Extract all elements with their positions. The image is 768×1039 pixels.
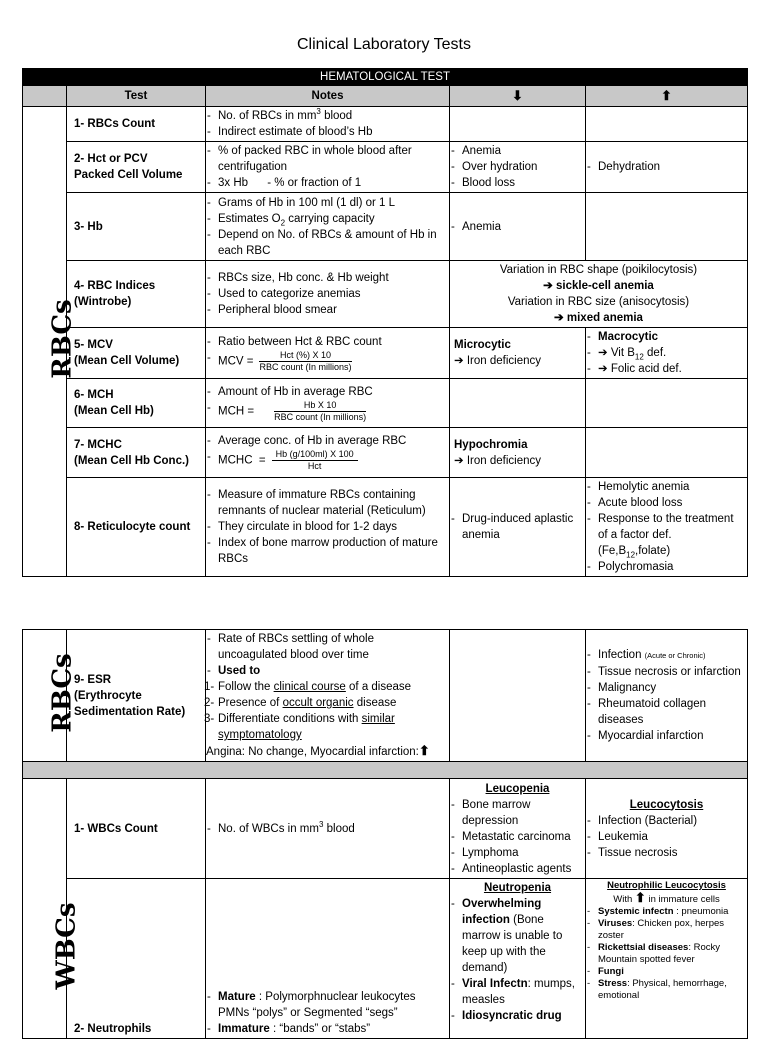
decrease-cell: - Anemia bbox=[450, 193, 586, 261]
increase-cell bbox=[586, 428, 748, 478]
table-row bbox=[23, 428, 748, 478]
banner-title: HEMATOLOGICAL TEST bbox=[23, 69, 748, 86]
table-row bbox=[23, 107, 748, 142]
test-name: 1- RBCs Count bbox=[67, 107, 206, 142]
decrease-cell: Leucopenia - Bone marrow depression - Metastatic carcinoma - Lymphoma - Antineoplastic agents bbox=[450, 779, 586, 879]
increase-cell bbox=[586, 107, 748, 142]
notes-cell: - Amount of Hb in average RBC - MCH = $\frac{\text{Hb X 10}}{\text{RBC count (In millions)}}$ bbox=[206, 379, 450, 428]
test-name: 8- Reticulocyte count bbox=[67, 478, 206, 577]
notes-cell: - % of packed RBC in whole blood after centrifugation - 3x Hb - % or fraction of 1 bbox=[206, 142, 450, 193]
increase-cell: Neutrophilic Leucocytosis With ⬆ in immature cells - Systemic infectn : pneumonia - Viruses: Chicken pox, herpes zoster - Rickettsial diseases: Rocky Mountain spotted fever - Fungi - Stress: Physical, hemorrhage, emotional bbox=[586, 879, 748, 1039]
decrease-cell bbox=[450, 107, 586, 142]
notes-cell: - Average conc. of Hb in average RBC - MCHC = $\frac{Hb (g/100ml) X 100}{\text{Hct}}$ bbox=[206, 428, 450, 478]
table-row bbox=[23, 630, 748, 762]
decrease-cell: Hypochromia ➔ Iron deficiency bbox=[450, 428, 586, 478]
table-row bbox=[23, 478, 748, 577]
table-banner bbox=[23, 69, 748, 86]
increase-cell: - Dehydration bbox=[586, 142, 748, 193]
test-name: 2- Hct or PCV Packed Cell Volume bbox=[67, 142, 206, 193]
table-header bbox=[23, 86, 748, 107]
notes-cell: - No. of WBCs in $mm^3$ blood bbox=[206, 779, 450, 879]
increase-cell: - Hemolytic anemia - Acute blood loss - Response to the treatment of a factor def. $(Fe,B_{12},folate)$ - Polychromasia bbox=[586, 478, 748, 577]
notes-cell: - Ratio between Hct & RBC count - MCV = $\frac{\text{Hct (\%) X 10}}{\text{RBC count (In millions)}}$ bbox=[206, 328, 450, 379]
increase-cell: Leucocytosis - Infection (Bacterial) - Leukemia - Tissue necrosis bbox=[586, 779, 748, 879]
decrease-cell bbox=[450, 379, 586, 428]
notes-cell: - Rate of RBCs settling of whole uncoagulated blood over time - Used to 1- Follow the clinical course of a disease 2- Presence of occult organic disease 3- Differentiate conditions with similar symptomatology Angina: No change, Myocardial infarction:⬆ bbox=[206, 630, 450, 762]
test-name: 5- MCV (Mean Cell Volume) bbox=[67, 328, 206, 379]
table-row bbox=[23, 879, 748, 1039]
test-name: 4- RBC Indices (Wintrobe) bbox=[67, 261, 206, 328]
increase-cell: - Macrocytic - ➔ Vit $B_{12}$ def. - ➔ Folic acid def. bbox=[586, 328, 748, 379]
header-test: Test bbox=[67, 86, 206, 107]
up-arrow-icon: ⬆ bbox=[418, 743, 430, 758]
hematology-table-continued bbox=[22, 629, 748, 1039]
table-row bbox=[23, 328, 748, 379]
mchc-formula: $\frac{Hb (g/100ml) X 100}{\text{Hct}}$ bbox=[272, 449, 358, 472]
decrease-cell: - Drug-induced aplastic anemia bbox=[450, 478, 586, 577]
test-name: 2- Neutrophils bbox=[67, 879, 206, 1039]
header-up-arrow-icon: ⬆ bbox=[586, 86, 748, 107]
header-blank bbox=[23, 86, 67, 107]
increase-cell bbox=[586, 379, 748, 428]
test-name: 9- ESR (Erythrocyte Sedimentation Rate) bbox=[67, 630, 206, 762]
page-title: Clinical Laboratory Tests bbox=[296, 36, 471, 53]
mch-formula: $\frac{\text{Hb X 10}}{\text{RBC count (In millions)}}$ bbox=[274, 399, 367, 422]
decrease-cell: Neutropenia - Overwhelming infection (Bone marrow is unable to keep up with the demand) - Viral Infectn: mumps, measles - Idiosyncratic drug bbox=[450, 879, 586, 1039]
test-name: 3- Hb bbox=[67, 193, 206, 261]
table-row bbox=[23, 379, 748, 428]
table-row bbox=[23, 142, 748, 193]
test-name: 1- WBCs Count bbox=[67, 779, 206, 879]
decrease-cell: Microcytic ➔ Iron deficiency bbox=[450, 328, 586, 379]
group-label-wbcs: WBCs bbox=[23, 779, 67, 1039]
table-row bbox=[23, 193, 748, 261]
increase-cell bbox=[586, 193, 748, 261]
group-label-rbcs: RBCs bbox=[23, 107, 67, 577]
notes-cell: - RBCs size, Hb conc. & Hb weight - Used to categorize anemias - Peripheral blood smear bbox=[206, 261, 450, 328]
mcv-formula: $\frac{\text{Hct (\%) X 10}}{\text{RBC count (In millions)}}$ bbox=[259, 349, 352, 372]
notes-cell: - No. of RBCs in $mm^3$ blood - Indirect estimate of blood’s Hb bbox=[206, 107, 450, 142]
notes-cell: - Mature : Polymorphnuclear leukocytes PMNs “polys” or Segmented “segs” - Immature : “bands” or “stabs” bbox=[206, 879, 450, 1039]
test-name: 6- MCH (Mean Cell Hb) bbox=[67, 379, 206, 428]
table-row bbox=[23, 261, 748, 328]
header-down-arrow-icon: ⬇ bbox=[450, 86, 586, 107]
decrease-cell: - Anemia - Over hydration - Blood loss bbox=[450, 142, 586, 193]
hematology-table bbox=[22, 68, 748, 577]
group-label-rbcs: RBCs bbox=[23, 630, 67, 762]
up-arrow-icon: ⬆ bbox=[634, 890, 646, 905]
header-notes: Notes bbox=[206, 86, 450, 107]
notes-cell: - Measure of immature RBCs containing remnants of nuclear material (Reticulum) - They circulate in blood for 1-2 days - Index of bone marrow production of mature RBCs bbox=[206, 478, 450, 577]
table-row bbox=[23, 779, 748, 879]
test-name: 7- MCHC (Mean Cell Hb Conc.) bbox=[67, 428, 206, 478]
variation-cell: Variation in RBC shape (poikilocytosis) ➔ sickle-cell anemia Variation in RBC size (anisocytosis) ➔ mixed anemia bbox=[450, 261, 748, 328]
increase-cell: - Infection (Acute or Chronic) - Tissue necrosis or infarction - Malignancy - Rheumatoid collagen diseases - Myocardial infarction bbox=[586, 630, 748, 762]
decrease-cell bbox=[450, 630, 586, 762]
separator-row bbox=[23, 762, 748, 779]
notes-cell: - Grams of Hb in 100 ml (1 dl) or 1 L - Estimates $O_2$ carrying capacity - Depend on No. of RBCs & amount of Hb in each RBC bbox=[206, 193, 450, 261]
